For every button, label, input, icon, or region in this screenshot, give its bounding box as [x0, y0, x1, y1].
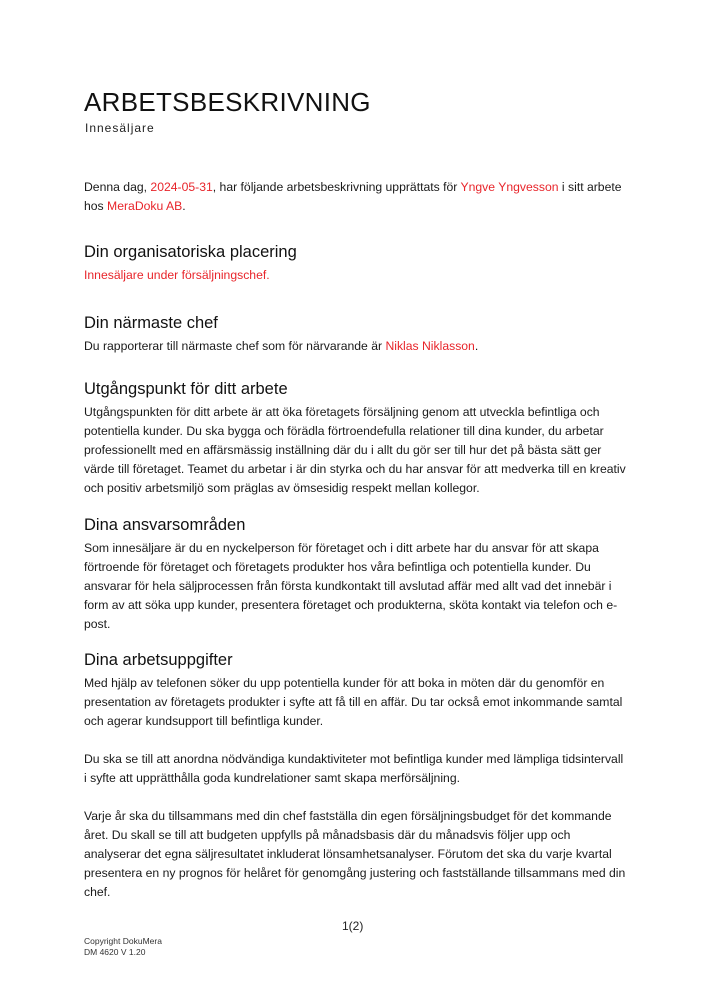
section-heading: Utgångspunkt för ditt arbete	[84, 380, 288, 398]
date-field: 2024-05-31	[150, 180, 213, 194]
company-name-field: MeraDoku AB	[107, 199, 183, 213]
employee-name-field: Yngve Yngvesson	[460, 180, 559, 194]
manager-text: .	[474, 339, 479, 353]
section-body: Du ska se till att anordna nödvändiga kundaktiviteter mot befintliga kunder med lämpliga tidsintervall i syfte att upprätthålla goda kundrelationer samt skapa merförsäljning.	[84, 752, 624, 785]
intro-text: Denna dag,	[84, 180, 151, 194]
section-body: Utgångspunkten för ditt arbete är att öka företagets försäljning genom att utveckla befintliga och potentiella kunder. Du ska bygga och förädla förtroendefulla relationer till dina kunder, du arbetar professionellt med en affärsmässig inställning där du i allt du gör ser till hur det på bästa sätt ger värde till företaget. Teamet du arbetar i är din styrka och du har ansvar för att medverka till en kreativ och positiv arbetsmiljö som präglas av ömsesidig respekt mellan kollegor.	[84, 405, 626, 495]
section-tasks	[84, 650, 629, 902]
manager-text: Du rapporterar till närmaste chef som för närvarande är	[84, 339, 386, 353]
intro-text: i sitt arbete hos	[84, 180, 622, 213]
intro-text: , har följande arbetsbeskrivning upprättats för	[212, 180, 461, 194]
document-subtitle: Innesäljare	[85, 121, 155, 135]
intro-paragraph	[84, 178, 629, 216]
section-heading: Din organisatoriska placering	[84, 243, 297, 261]
placement-field: Innesäljare under försäljningschef.	[84, 268, 270, 282]
manager-name-field: Niklas Niklasson	[385, 339, 475, 353]
intro-text: .	[182, 199, 186, 213]
section-starting-point	[84, 379, 629, 498]
copyright-text: Copyright DokuMera	[84, 936, 162, 946]
section-responsibilities	[84, 515, 629, 634]
section-manager	[84, 313, 629, 356]
section-body: Som innesäljare är du en nyckelperson för företaget och i ditt arbete har du ansvar för att skapa förtroende för företaget och företagets produkter hos våra befintliga och potentiella kunder. Du ansvarar för hela säljprocessen från första kundkontakt till avslutad affär med allt vad det innebär i form av att söka upp kunder, presentera företaget och produkterna, sköta kontakt via telefon och e-post.	[84, 541, 618, 631]
footer	[84, 936, 162, 958]
section-placement	[84, 242, 629, 285]
document-title: ARBETSBESKRIVNING	[84, 87, 371, 117]
section-heading: Din närmaste chef	[84, 314, 218, 332]
section-body: Med hjälp av telefonen söker du upp potentiella kunder för att boka in möten där du genomför en presentation av företagets produkter i syfte att få till en affär. Du tar också emot inkommande samtal och agerar kundsupport till befintliga kunder.	[84, 676, 623, 728]
document-id: DM 4620 V 1.20	[84, 947, 146, 957]
section-heading: Dina ansvarsområden	[84, 516, 246, 534]
page-number: 1(2)	[342, 919, 364, 933]
section-heading: Dina arbetsuppgifter	[84, 651, 233, 669]
section-body: Varje år ska du tillsammans med din chef fastställa din egen försäljningsbudget för det kommande året. Du skall se till att budgeten uppfylls på månadsbasis där du månadsvis följer upp och analyserar det egna säljresultatet inkluderat lönsamhetsanalyser. Förutom det ska du varje kvartal presentera en ny prognos för helåret för genomgång justering och fastställande tillsammans med din chef.	[84, 809, 626, 899]
